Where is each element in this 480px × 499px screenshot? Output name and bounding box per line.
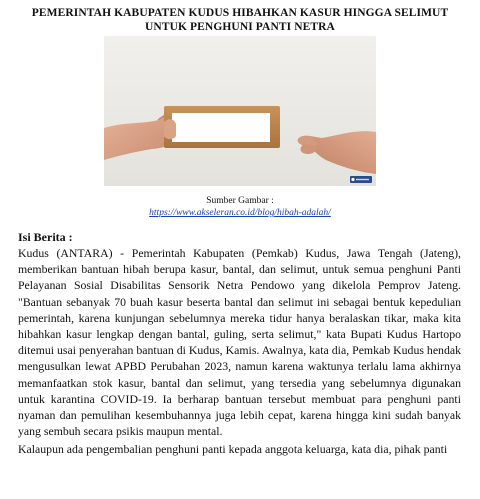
article-photo [104,36,376,186]
image-source-link[interactable]: https://www.akseleran.co.id/blog/hibah-adalah/ [149,208,331,218]
article-body [18,245,461,458]
article-title-line-2: UNTUK PENGHUNI PANTI NETRA [145,21,335,33]
article-paragraph-1: Kudus (ANTARA) - Pemerintah Kabupaten (Pemkab) Kudus, Jawa Tengah (Jateng), memberikan bantuan hibah berupa kasur, bantal, dan selimut, untuk semua penghuni Panti Pelayanan Sosial Disabilitas Sensorik Netra Pendowo yang dikelola Pemprov Jateng. "Bantuan sebanyak 70 buah kasur beserta bantal dan selimut ini sebagai bentuk kepedulian pemerintah, karena kunjungan sebelumnya mereka tidur hanya beralaskan tikar, maka kita hibahkan kasur lengkap dengan bantal, guling, serta selimut," kata Bupati Kudus Hartopo ditemui usai penyerahan bantuan di Kudus, Kamis. Awalnya, kata dia, Pemkab Kudus hendak mengusulkan lewat APBD Perubahan 2023, namun karena waktunya terlalu lama akhirnya memanfaatkan stok kasur, bantal dan selimut, yang tersedia yang sebelumnya digunakan untuk karantina COVID-19. Ia berharap bantuan tersebut membuat para penghuni panti nyaman dan pemulihan kesembuhannya juga lebih cepat, karena hingga kini sudah banyak yang sembuh secara psikis maupun mental. [18,246,461,439]
article-title-line-1: PEMERINTAH KABUPATEN KUDUS HIBAHKAN KASUR HINGGA SELIMUT [31,7,449,19]
hands-passing-box-icon [104,36,376,186]
article-title [0,6,480,34]
section-heading: Isi Berita : [18,230,73,244]
image-caption-label: Sumber Gambar : [206,196,274,206]
article-paragraph-2: Kalaupun ada pengembalian penghuni panti kepada anggota keluarga, kata dia, pihak panti [18,442,448,457]
